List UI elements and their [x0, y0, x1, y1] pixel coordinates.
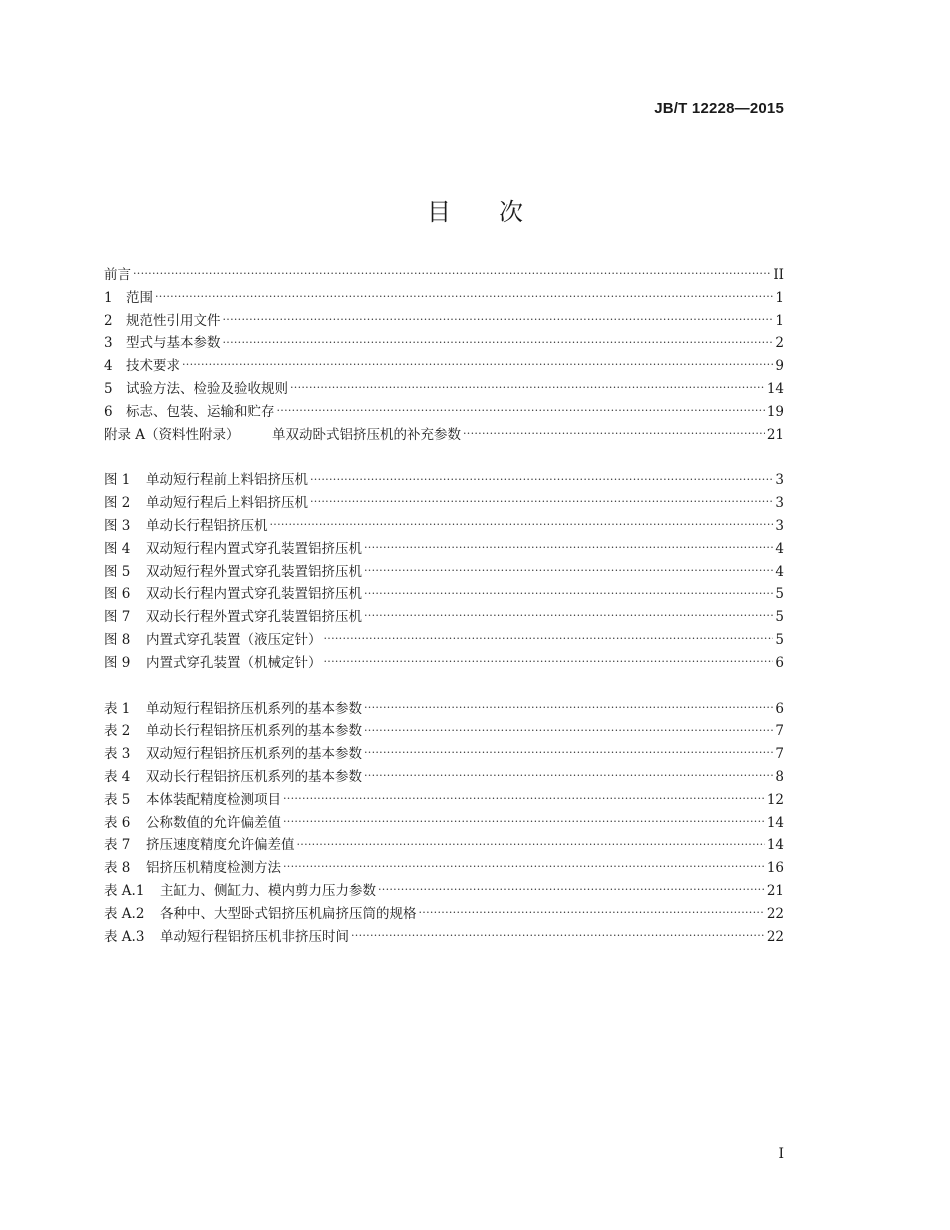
- toc-entry-title: 单动短行程铝挤压机系列的基本参数: [146, 700, 362, 717]
- toc-tables: [104, 698, 784, 949]
- toc-entry-page: 21: [766, 882, 784, 899]
- toc-entry[interactable]: [104, 903, 784, 926]
- toc-entry-title: 双动短行程铝挤压机系列的基本参数: [146, 746, 362, 763]
- toc-entry-page: 5: [775, 631, 784, 648]
- toc-entry-page: 16: [766, 860, 784, 877]
- toc-entry-page: 4: [775, 563, 784, 580]
- toc-entry-number: 图 3: [104, 517, 131, 534]
- toc-entry-title: 双动长行程内置式穿孔装置铝挤压机: [146, 586, 362, 603]
- toc-leader-dots: [419, 904, 765, 918]
- toc-entry[interactable]: [104, 926, 784, 949]
- toc-leader-dots: [364, 699, 773, 713]
- toc-leader-dots: [133, 265, 771, 279]
- toc-entry-number: 表 A.3: [104, 928, 145, 945]
- toc-entry-title: 双动短行程外置式穿孔装置铝挤压机: [146, 563, 362, 580]
- toc-entry-number: 表 7: [104, 837, 131, 854]
- toc-entry-page: 7: [775, 746, 784, 763]
- toc-entry-number: 表 A.2: [104, 905, 145, 922]
- toc-entry[interactable]: [104, 857, 784, 880]
- toc-entry-number: 图 8: [104, 631, 131, 648]
- toc-leader-dots: [364, 539, 773, 553]
- toc-entry[interactable]: [104, 538, 784, 561]
- toc-entry-title: 单动短行程前上料铝挤压机: [146, 472, 308, 489]
- toc-entry-page: 12: [766, 791, 784, 808]
- toc-entry-title: 双动长行程铝挤压机系列的基本参数: [146, 768, 362, 785]
- toc-entry[interactable]: [104, 652, 784, 675]
- toc-entry-title: 单动短行程铝挤压机非挤压时间: [160, 928, 349, 945]
- toc-leader-dots: [378, 881, 765, 895]
- toc-entry[interactable]: [104, 515, 784, 538]
- toc-entry[interactable]: [104, 629, 784, 652]
- toc-entry[interactable]: [104, 492, 784, 515]
- toc-entry-number: 图 7: [104, 609, 131, 626]
- toc-entry-title: 范围: [126, 289, 153, 306]
- toc-entry-number: 5: [104, 380, 113, 397]
- toc-entry-page: 6: [775, 700, 784, 717]
- toc-entry-page: 5: [775, 609, 784, 626]
- toc-entry[interactable]: [104, 332, 784, 355]
- toc-entry[interactable]: [104, 789, 784, 812]
- toc-entry-title: 内置式穿孔装置（机械定针）: [146, 654, 322, 671]
- toc-entry-page: 3: [775, 495, 784, 512]
- toc-entry-title: 单动短行程后上料铝挤压机: [146, 495, 308, 512]
- toc-sections: [104, 264, 784, 446]
- toc-leader-dots: [364, 744, 773, 758]
- toc-entry-page: 14: [766, 380, 784, 397]
- toc-entry-page: 19: [766, 403, 784, 420]
- toc-entry[interactable]: [104, 880, 784, 903]
- toc-entry-page: 3: [775, 472, 784, 489]
- toc-entry-number: 3: [104, 335, 113, 352]
- toc-entry-number: 1: [104, 289, 113, 306]
- toc-entry[interactable]: [104, 743, 784, 766]
- page-title: 目 次: [427, 198, 523, 226]
- toc-entry[interactable]: [104, 310, 784, 333]
- toc-entry-page: 1: [775, 289, 784, 306]
- toc-leader-dots: [283, 813, 765, 827]
- toc-entry-title: 双动短行程内置式穿孔装置铝挤压机: [146, 540, 362, 557]
- toc-entry[interactable]: [104, 834, 784, 857]
- toc-entry[interactable]: [104, 287, 784, 310]
- toc-leader-dots: [351, 927, 765, 941]
- toc-entry-number: 表 5: [104, 791, 131, 808]
- toc-leader-dots: [223, 311, 774, 325]
- toc-leader-dots: [277, 402, 765, 416]
- toc-entry-page: 22: [766, 928, 784, 945]
- toc-entry[interactable]: [104, 583, 784, 606]
- toc-entry[interactable]: [104, 355, 784, 378]
- toc-leader-dots: [290, 379, 765, 393]
- toc-leader-dots: [223, 333, 774, 347]
- toc-entry-title: 双动长行程外置式穿孔装置铝挤压机: [146, 609, 362, 626]
- toc-entry-number: 图 4: [104, 540, 131, 557]
- toc-entry-title: 内置式穿孔装置（液压定针）: [146, 631, 322, 648]
- toc-entry[interactable]: [104, 812, 784, 835]
- toc-leader-dots: [364, 721, 773, 735]
- toc-leader-dots: [364, 562, 773, 576]
- toc-entry-page: 4: [775, 540, 784, 557]
- toc-entry-page: 22: [766, 905, 784, 922]
- toc-entry-title: 挤压速度精度允许偏差值: [146, 837, 295, 854]
- toc-leader-dots: [283, 858, 765, 872]
- toc-entry-title: 规范性引用文件: [126, 312, 221, 329]
- toc-entry[interactable]: [104, 424, 784, 447]
- toc-entry-number: 表 3: [104, 746, 131, 763]
- toc-leader-dots: [310, 470, 773, 484]
- toc-leader-dots: [364, 607, 773, 621]
- toc-leader-dots: [297, 835, 765, 849]
- toc-entry-page: 8: [775, 768, 784, 785]
- toc-entry-page: 9: [775, 358, 784, 375]
- toc-entry-title: 技术要求: [126, 358, 180, 375]
- toc-entry[interactable]: [104, 401, 784, 424]
- toc-entry-number: 表 6: [104, 814, 131, 831]
- toc-leader-dots: [182, 356, 773, 370]
- toc-leader-dots: [283, 790, 765, 804]
- toc-entry-page: 7: [775, 723, 784, 740]
- toc-entry-number: 图 5: [104, 563, 131, 580]
- toc-entry-title: 型式与基本参数: [126, 335, 221, 352]
- toc-entry-number: 表 8: [104, 860, 131, 877]
- toc-figures: [104, 469, 784, 674]
- toc-entry[interactable]: [104, 766, 784, 789]
- toc-leader-dots: [364, 767, 773, 781]
- toc-entry-title: 单动长行程铝挤压机系列的基本参数: [146, 723, 362, 740]
- toc-entry-page: 3: [775, 517, 784, 534]
- toc-entry-page: 5: [775, 586, 784, 603]
- toc-entry-number: 6: [104, 403, 113, 420]
- toc-entry-title: 单双动卧式铝挤压机的补充参数: [272, 426, 461, 443]
- toc-entry[interactable]: [104, 561, 784, 584]
- toc-entry-number: 4: [104, 358, 113, 375]
- toc-entry-number: 2: [104, 312, 113, 329]
- toc-entry-title: 各种中、大型卧式铝挤压机扁挤压筒的规格: [160, 905, 417, 922]
- document-code: JB/T 12228—2015: [654, 100, 784, 117]
- toc-entry-title: 公称数值的允许偏差值: [146, 814, 281, 831]
- toc-entry-title: 铝挤压机精度检测方法: [146, 860, 281, 877]
- toc-entry-number: 图 9: [104, 654, 131, 671]
- toc-leader-dots: [463, 425, 765, 439]
- toc-leader-dots: [155, 288, 773, 302]
- toc-entry[interactable]: [104, 698, 784, 721]
- toc-leader-dots: [324, 630, 774, 644]
- toc-entry-number: 图 1: [104, 472, 131, 489]
- toc-entry-page: 2: [775, 335, 784, 352]
- toc-entry-number: 附录 A（资料性附录）: [104, 426, 240, 443]
- toc-entry-number: 表 1: [104, 700, 131, 717]
- toc-entry-title: 前言: [104, 267, 131, 283]
- toc-entry-title: 单动长行程铝挤压机: [146, 517, 268, 534]
- toc-entry-page: II: [773, 267, 784, 283]
- toc-entry-page: 1: [775, 312, 784, 329]
- toc-entry-number: 图 2: [104, 495, 131, 512]
- toc-entry[interactable]: [104, 378, 784, 401]
- toc-leader-dots: [324, 653, 774, 667]
- table-of-contents: [104, 264, 784, 971]
- toc-leader-dots: [270, 516, 774, 530]
- toc-leader-dots: [310, 493, 773, 507]
- toc-entry-page: 6: [775, 654, 784, 671]
- toc-entry-number: 表 4: [104, 768, 131, 785]
- toc-entry-page: 14: [766, 837, 784, 854]
- toc-entry[interactable]: [104, 720, 784, 743]
- toc-entry[interactable]: [104, 264, 784, 287]
- toc-entry-number: 表 2: [104, 723, 131, 740]
- toc-entry-title: 试验方法、检验及验收规则: [126, 380, 288, 397]
- toc-entry-page: 14: [766, 814, 784, 831]
- toc-entry-title: 本体装配精度检测项目: [146, 791, 281, 808]
- toc-entry-number: 表 A.1: [104, 882, 145, 899]
- toc-entry-title: 主缸力、侧缸力、模内剪力压力参数: [160, 882, 376, 899]
- toc-entry[interactable]: [104, 606, 784, 629]
- toc-entry-title: 标志、包装、运输和贮存: [126, 403, 275, 420]
- toc-leader-dots: [364, 584, 773, 598]
- toc-entry-page: 21: [766, 426, 784, 443]
- page-number: I: [778, 1146, 784, 1162]
- toc-entry-number: 图 6: [104, 586, 131, 603]
- toc-entry[interactable]: [104, 469, 784, 492]
